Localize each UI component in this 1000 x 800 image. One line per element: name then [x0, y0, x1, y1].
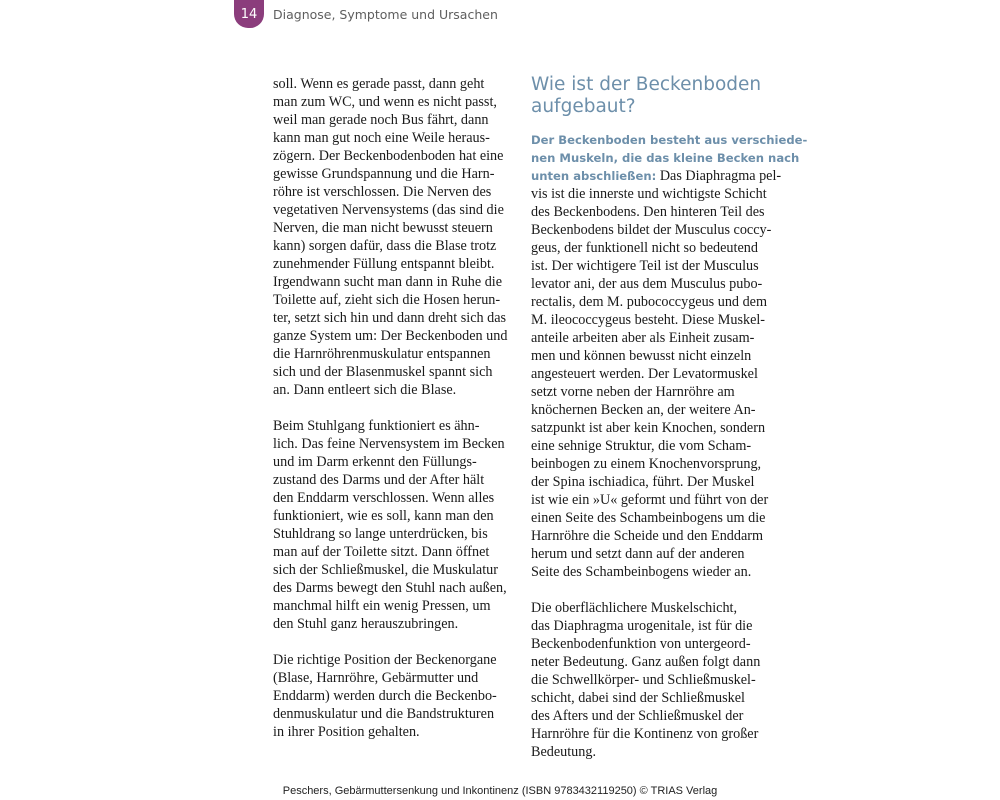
text-line: levator ani, der aus dem Musculus pubo-	[531, 276, 763, 292]
text-line: Die richtige Position der Beckenorgane	[273, 652, 497, 668]
text-line: satzpunkt ist aber kein Knochen, sondern	[531, 420, 766, 436]
text-line: des Afters und der Schließmuskel der	[531, 708, 744, 724]
running-head: Diagnose, Symptome und Ursachen	[273, 7, 498, 22]
text-line: lich. Das feine Nervensystem im Becken	[273, 436, 505, 452]
text-line: setzt vorne neben der Harnröhre am	[531, 384, 735, 400]
text-line: Beckenbodenfunktion von untergeord-	[531, 636, 751, 652]
text-line: ter, setzt sich hin und dann dreht sich das	[273, 310, 507, 326]
right-paragraph-2	[531, 599, 776, 761]
text-line: Seite des Schambeinbogens wieder an.	[531, 564, 752, 580]
text-line: zögern. Der Beckenbodenboden hat eine	[273, 148, 504, 164]
text-line: ist wie ein »U« geformt und führt von der	[531, 492, 769, 508]
text-line: einen Seite des Schambeinbogens um die	[531, 510, 766, 526]
text-line: (Blase, Harnröhre, Gebärmutter und	[273, 670, 479, 686]
text-line: M. ileococcygeus besteht. Diese Muskel-	[531, 312, 766, 328]
text-line: Toilette auf, zieht sich die Hosen herun-	[273, 292, 501, 308]
text-line: ist. Der wichtigere Teil ist der Musculus	[531, 258, 759, 274]
text-line: Harnröhre die Scheide und den Enddarm	[531, 528, 764, 544]
text-line: den Enddarm verschlossen. Wenn alles	[273, 490, 495, 506]
text-line: angesteuert werden. Der Levatormuskel	[531, 366, 758, 382]
left-paragraph-3	[273, 651, 518, 741]
paragraph-body	[531, 185, 776, 581]
text-line: funktioniert, wie es soll, kann man den	[273, 508, 494, 524]
text-line: man auf der Toilette sitzt. Dann öffnet	[273, 544, 490, 560]
lead-line: nen Muskeln, die das kleine Becken nach	[531, 151, 800, 165]
text-line: ganze System um: Der Beckenboden und	[273, 328, 508, 344]
text-line: denmuskulatur und die Bandstrukturen	[273, 706, 495, 722]
text-line: des Beckenbodens. Den hinteren Teil des	[531, 204, 765, 220]
lead-line: unten abschließen: Das Diaphragma pel-	[531, 168, 782, 184]
text-line: gewisse Grundspannung und die Harn-	[273, 166, 495, 182]
text-line: eine sehnige Struktur, die vom Scham-	[531, 438, 752, 454]
text-line: Stuhldrang so lange unterdrücken, bis	[273, 526, 488, 542]
text-line: schicht, dabei sind der Schließmuskel	[531, 690, 745, 706]
text-line: man zum WC, und wenn es nicht passt,	[273, 94, 497, 110]
text-line: sich und der Blasenmuskel spannt sich	[273, 364, 493, 380]
text-line: Nerven, die man nicht bewusst steuern	[273, 220, 493, 236]
text-line: vegetativen Nervensystems (das sind die	[273, 202, 504, 218]
text-line: Beim Stuhlgang funktioniert es ähn-	[273, 418, 480, 434]
text-line: des Darms bewegt den Stuhl nach außen,	[273, 580, 507, 596]
text-line: röhre ist verschlossen. Die Nerven des	[273, 184, 492, 200]
text-line: beinbogen zu einem Knochenvorsprung,	[531, 456, 762, 472]
text-line: rectalis, dem M. pubococcygeus und dem	[531, 294, 767, 310]
left-paragraph-1	[273, 75, 518, 399]
text-line: weil man gerade noch Bus fährt, dann	[273, 112, 489, 128]
text-line: Wie ist der Beckenboden	[531, 74, 762, 95]
text-line: aufgebaut?	[531, 96, 636, 117]
text-line: soll. Wenn es gerade passt, dann geht	[273, 76, 485, 92]
text-line: vis ist die innerste und wichtigste Schicht	[531, 186, 767, 202]
text-line: Beckenbodens bildet der Musculus coccy-	[531, 222, 772, 238]
section-heading	[531, 74, 776, 118]
text-line: Harnröhre für die Kontinenz von großer	[531, 726, 759, 742]
text-line: Bedeutung.	[531, 744, 597, 760]
text-line: in ihrer Position gehalten.	[273, 724, 420, 740]
text-line: der Spina ischiadica, führt. Der Muskel	[531, 474, 755, 490]
left-column	[273, 75, 518, 741]
text-line: Irgendwann sucht man dann in Ruhe die	[273, 274, 503, 290]
text-line: manchmal hilft ein wenig Pressen, um	[273, 598, 491, 614]
text-line: das Diaphragma urogenitale, ist für die	[531, 618, 753, 634]
footer-citation: Peschers, Gebärmuttersenkung und Inkontinenz (ISBN 9783432119250) © TRIAS Verlag	[282, 785, 718, 797]
text-line: herum und setzt dann auf der anderen	[531, 546, 745, 562]
text-line: anteile arbeiten aber als Einheit zusam-	[531, 330, 755, 346]
text-line: neter Bedeutung. Ganz außen folgt dann	[531, 654, 761, 670]
text-line: geus, der funktionell nicht so bedeutend	[531, 240, 758, 256]
text-line: kann) sorgen dafür, dass die Blase trotz	[273, 238, 497, 254]
lead-line: Der Beckenboden besteht aus verschiede-	[531, 133, 808, 147]
text-line: die Harnröhrenmuskulatur entspannen	[273, 346, 491, 362]
text-line: zunehmender Füllung entspannt bleibt.	[273, 256, 495, 272]
text-line: Enddarm) werden durch die Beckenbo-	[273, 688, 497, 704]
book-page	[228, 0, 808, 800]
text-line: zustand des Darms und der After hält	[273, 472, 485, 488]
text-line: sich der Schließmuskel, die Muskulatur	[273, 562, 498, 578]
page-number-tab: 14	[234, 0, 264, 28]
right-column	[531, 74, 808, 761]
text-line: men und können bewusst nicht einzeln	[531, 348, 752, 364]
text-line: kann man gut noch eine Weile heraus-	[273, 130, 490, 146]
text-line: den Stuhl ganz herauszubringen.	[273, 616, 459, 632]
text-line: und im Darm erkennt den Füllungs-	[273, 454, 477, 470]
text-line: Die oberflächlichere Muskelschicht,	[531, 600, 738, 616]
text-line: knöchernen Becken an, der weitere An-	[531, 402, 756, 418]
left-paragraph-2	[273, 417, 518, 633]
page-header	[228, 0, 772, 30]
right-paragraph-1	[531, 131, 808, 581]
text-line: an. Dann entleert sich die Blase.	[273, 382, 457, 398]
text-line: die Schwellkörper- und Schließmuskel-	[531, 672, 756, 688]
